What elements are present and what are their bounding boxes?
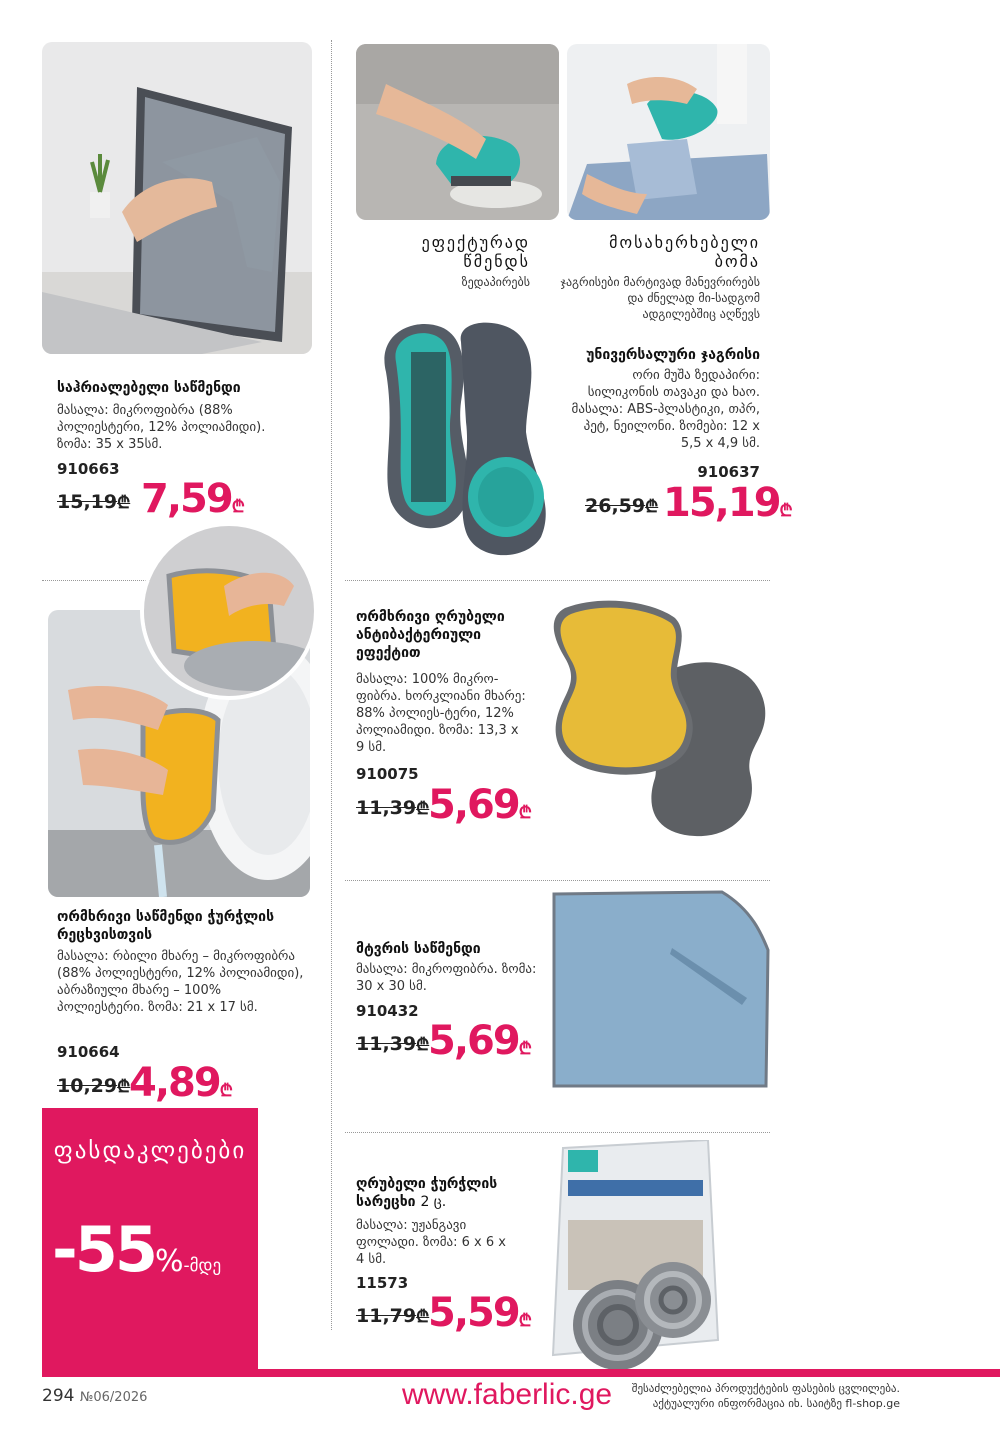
issue-number: №06/2026 [79, 1390, 148, 1405]
promo-suffix: -მდე [183, 1256, 222, 1276]
sponge-price [356, 782, 556, 828]
steel-price [356, 1290, 556, 1336]
divider-mid-1 [345, 580, 770, 581]
dust-new-price: 5,69₾ [428, 1018, 532, 1064]
dust-cloth-image [552, 890, 770, 1088]
promo-title: ფასდაკლებები [53, 1138, 247, 1164]
steel-old-price: 11,79₾ [356, 1305, 430, 1327]
divider-mid-2 [345, 880, 770, 881]
brush-new-price: 15,19₾ [663, 480, 793, 526]
steel-new-price: 5,59₾ [428, 1290, 532, 1336]
steel-desc: მასალა: უჟანგავი ფოლადი. ზომა: 6 x 6 x 4 სმ. [356, 1218, 506, 1267]
wipe-price [57, 476, 257, 522]
divider-mid-3 [345, 1132, 770, 1133]
dust-code: 910432 [356, 1002, 419, 1020]
brush-desc: ორი მუშა ზედაპირი: სილიკონის თავაკი და ხაო. მასალა: ABS-პლასტიკი, თპრ, პეტ, ნეილონი. ზომები: 12 x 5,5 x 4,9 სმ. [571, 368, 760, 451]
promo-discount [52, 1213, 258, 1286]
steel-scrubber-image [548, 1140, 728, 1375]
dishcloth-title: ორმხრივი საწმენდი ჭურჭლის რეცხვისთვის [57, 909, 275, 943]
dust-price [356, 1018, 556, 1064]
brush-sofa-photo [356, 44, 559, 220]
dishcloth-desc: მასალა: რბილი მხარე – მიკროფიბრა (88% პოლიესტერი, 12% პოლიამიდი), აბრაზიული მხარე – 100% პოლიესტერი. ზომა: 21 x 17 სმ. [57, 949, 304, 1015]
sponge-desc: მასალა: 100% მიკრო-ფიბრა. ხორკლიანი მხარე: 88% პოლიეს-ტერი, 12% პოლიამიდი. ზომა: 13,3 x 9 სმ. [356, 672, 526, 755]
dishcloth-detail-photo [140, 522, 318, 700]
wipe-old-price: 15,19₾ [57, 491, 131, 513]
brush-feature2-sub: ჯაგრისები მარტივად მანევრირებს და ძნელად მი-სადგომ ადგილებშიც აღწევს [560, 275, 760, 321]
dust-desc: მასალა: მიკროფიბრა. ზომა: 30 x 30 სმ. [356, 962, 537, 994]
sponge-new-price: 5,69₾ [428, 782, 532, 828]
page-number: 294 №06/2026 [42, 1386, 148, 1406]
sponge-title: ორმხრივი ღრუბელი ანტიბაქტერიული ეფექტით [356, 609, 505, 661]
steel-title: ღრუბელი ჭურჭლის სარეცხი 2 ც. [356, 1176, 498, 1210]
laptop-wipe-photo [42, 42, 312, 354]
universal-brush-image [366, 312, 566, 562]
wipe-desc: მასალა: მიკროფიბრა (88% პოლიესტერი, 12% პოლიამიდი). ზომა: 35 x 35სმ. [57, 403, 266, 452]
dust-old-price: 11,39₾ [356, 1033, 430, 1055]
dishcloth-old-price: 10,29₾ [57, 1075, 131, 1097]
brush-feature2-title: მოსახერხებელი ბომა [609, 233, 760, 271]
wipe-title: საჰრიალებელი საწმენდი [57, 380, 241, 396]
brush-feature1-title: ეფექტურად წმენდს [421, 233, 530, 271]
footer-note-2: აქტუალური ინფორმაცია იხ. საიტზე fl-shop.ge [652, 1397, 900, 1410]
wipe-code: 910663 [57, 460, 120, 478]
promo-percent: % [155, 1244, 184, 1279]
brush-feature1-sub: ზედაპირებს [461, 275, 530, 289]
steel-code: 11573 [356, 1274, 409, 1292]
brush-code: 910637 [697, 463, 760, 481]
column-divider-left [331, 40, 332, 1330]
dishcloth-code: 910664 [57, 1043, 120, 1061]
brush-shirt-photo [567, 44, 770, 220]
footer-note-1: შესაძლებელია პროდუქტების ფასების ცვლილება. [631, 1382, 900, 1395]
dishcloth-price [57, 1060, 257, 1106]
promo-banner [42, 1108, 258, 1377]
promo-discount-value: -55 [52, 1213, 156, 1286]
wipe-new-price: 7,59₾ [141, 476, 245, 522]
dishcloth-new-price: 4,89₾ [129, 1060, 233, 1106]
footer-bar [258, 1369, 1000, 1377]
brush-price [585, 480, 793, 526]
sponge-code: 910075 [356, 765, 419, 783]
watermark-link[interactable]: www.faberlic.ge [402, 1378, 613, 1411]
dust-title: მტვრის საწმენდი [356, 941, 481, 957]
sponge-image [545, 598, 770, 843]
brush-title: უნივერსალური ჯაგრისი [586, 347, 760, 363]
brush-old-price: 26,59₾ [585, 495, 659, 517]
sponge-old-price: 11,39₾ [356, 797, 430, 819]
